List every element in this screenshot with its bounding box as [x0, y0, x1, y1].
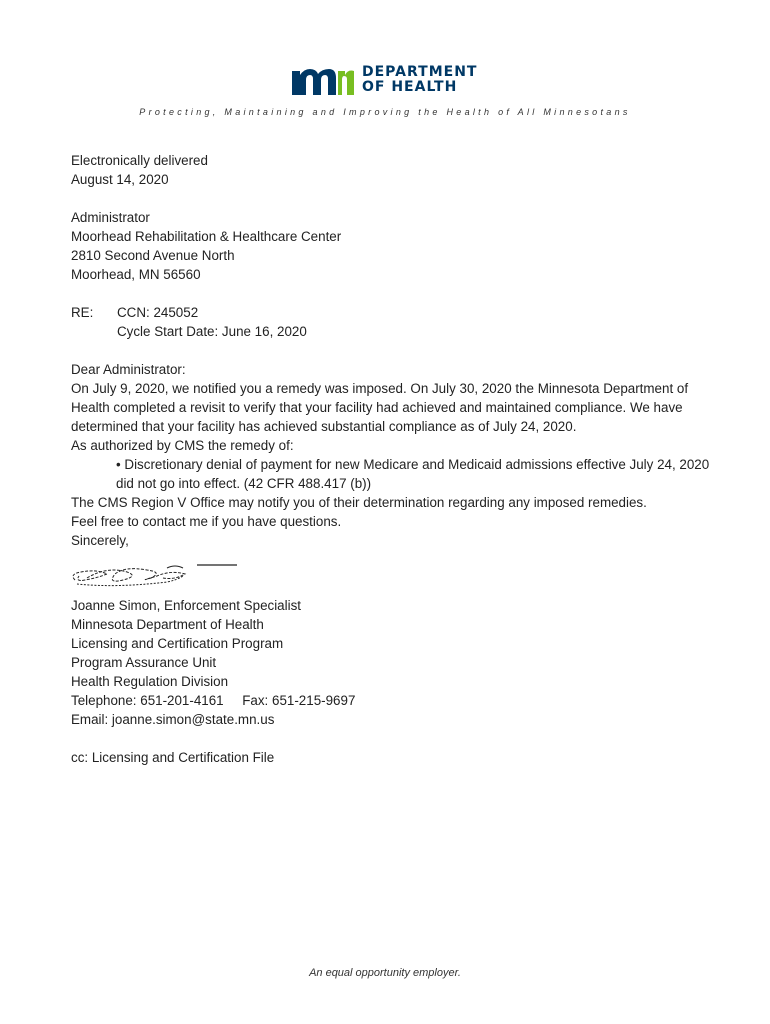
- paragraph-1: On July 9, 2020, we notified you a remedy was imposed. On July 30, 2020 the Minnesota Department of Health completed a revisit to verify that your facility had achieved and maintained compliance. We have determined that your facility has achieved substantial compliance as of July 24, 2020.: [71, 381, 689, 434]
- signer-phone-fax: Telephone: 651-201-4161 Fax: 651-215-9697: [71, 693, 356, 708]
- re-details: [117, 303, 307, 341]
- recipient-address: [71, 208, 711, 284]
- paragraph-4: Feel free to contact me if you have questions.: [71, 514, 342, 529]
- footer-text: An equal opportunity employer.: [309, 967, 461, 979]
- signer-block: [71, 596, 711, 729]
- cycle-start-date: Cycle Start Date: June 16, 2020: [117, 324, 307, 339]
- logo-wordmark: [362, 65, 477, 95]
- logo-line-1: DEPARTMENT: [362, 64, 478, 80]
- cc-line: cc: Licensing and Certification File: [71, 750, 275, 765]
- signer-program: Licensing and Certification Program: [71, 636, 284, 651]
- signer-unit: Program Assurance Unit: [71, 655, 217, 670]
- signer-email: Email: joanne.simon@state.mn.us: [71, 712, 275, 727]
- paragraph-2: As authorized by CMS the remedy of:: [71, 438, 294, 453]
- signature-image: [67, 558, 247, 594]
- mdh-logo: [290, 60, 490, 100]
- date-block: [71, 151, 711, 189]
- signature: [71, 558, 711, 596]
- closing: Sincerely,: [71, 533, 129, 548]
- mn-logo-icon: [290, 63, 356, 97]
- letter-date: August 14, 2020: [71, 172, 169, 187]
- recipient-street: 2810 Second Avenue North: [71, 248, 235, 263]
- re-label: RE:: [71, 305, 94, 320]
- delivery-method: Electronically delivered: [71, 153, 208, 168]
- signer-org: Minnesota Department of Health: [71, 617, 264, 632]
- logo-line-2: OF HEALTH: [362, 79, 458, 95]
- letter-body: [71, 151, 711, 767]
- recipient-facility: Moorhead Rehabilitation & Healthcare Center: [71, 229, 342, 244]
- paragraph-3: The CMS Region V Office may notify you of their determination regarding any imposed remedies.: [71, 495, 647, 510]
- re-block: [71, 303, 711, 341]
- signer-division: Health Regulation Division: [71, 674, 229, 689]
- remedy-bullet: • Discretionary denial of payment for new Medicare and Medicaid admissions effective July 24, 2020 did not go into effect. (42 CFR 488.417 (b)): [116, 457, 710, 491]
- tagline: Protecting, Maintaining and Improving the Health of All Minnesotans: [139, 107, 631, 117]
- salutation: Dear Administrator:: [71, 362, 186, 377]
- recipient-title: Administrator: [71, 210, 150, 225]
- signer-name: Joanne Simon, Enforcement Specialist: [71, 598, 301, 613]
- ccn: CCN: 245052: [117, 305, 199, 320]
- recipient-city: Moorhead, MN 56560: [71, 267, 201, 282]
